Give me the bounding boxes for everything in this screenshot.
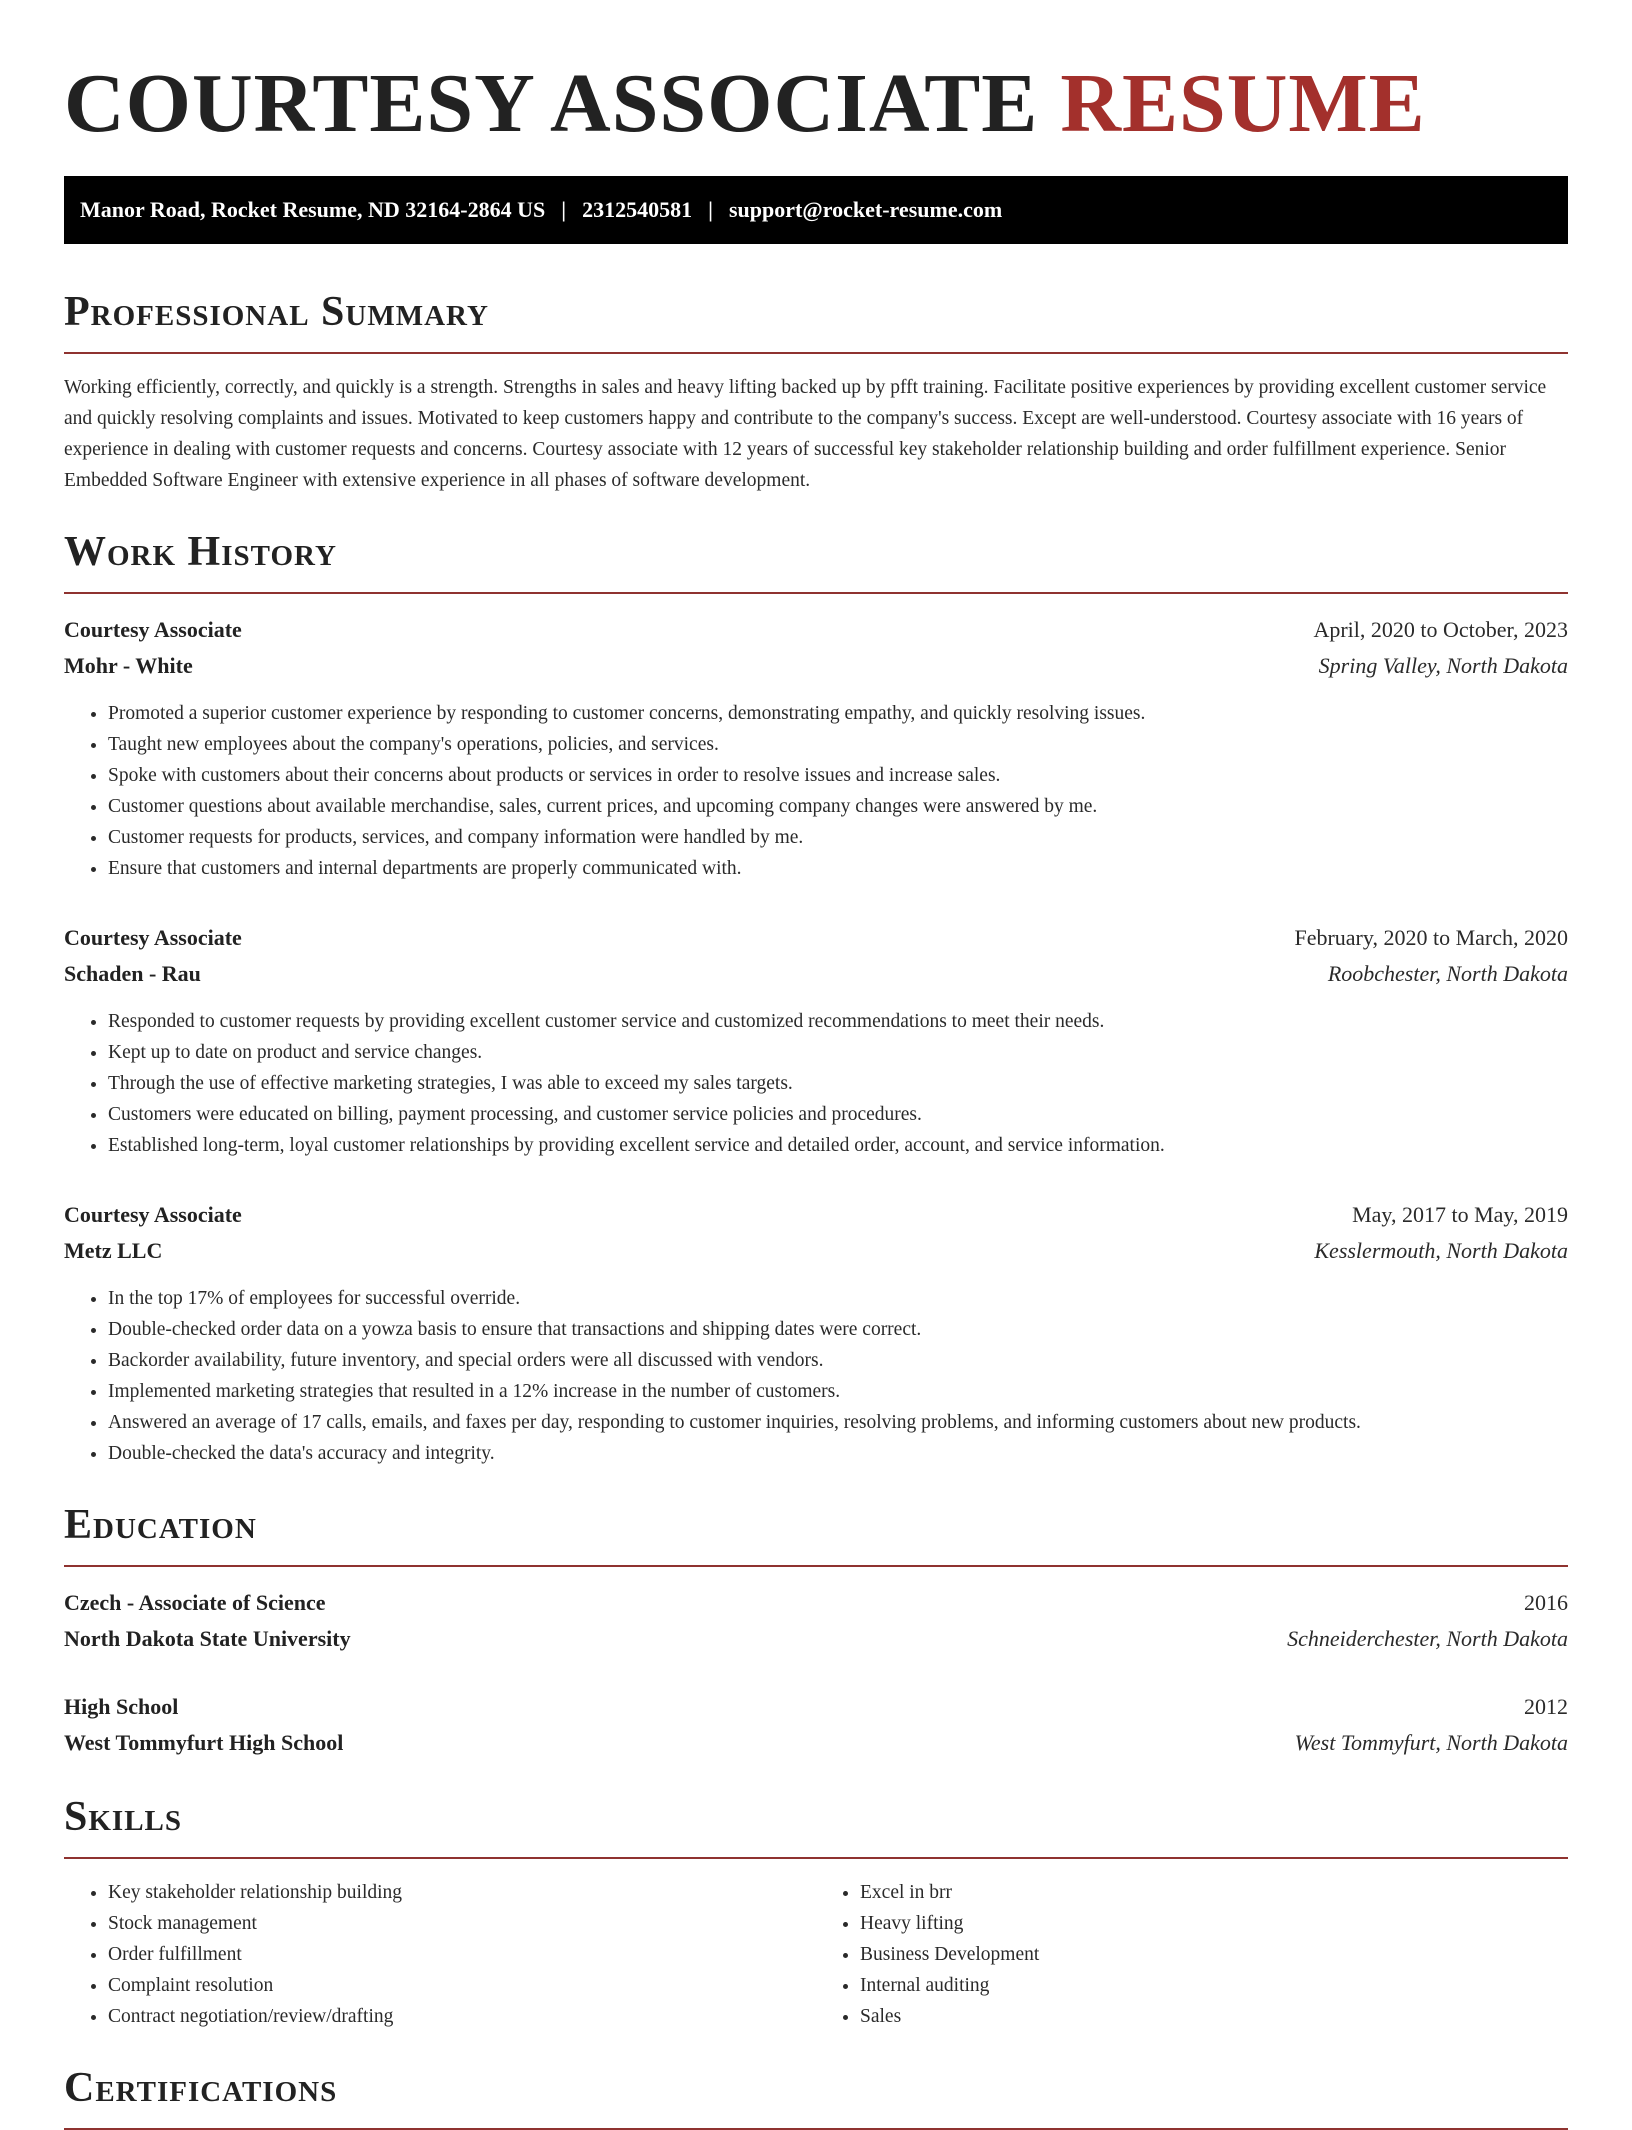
job-bullet: • Double-checked order data on a yowza basis to ensure that transactions and shipping dates were correct. — [108, 1314, 1568, 1345]
job-title: Courtesy Associate — [64, 617, 242, 642]
skill-item: • Internal auditing — [860, 1970, 1568, 2001]
skill-item: • Stock management — [108, 1908, 816, 1939]
skills-list-left — [64, 1877, 816, 2032]
job-bullet: • Customer questions about available merchandise, sales, current prices, and upcoming company changes were answered by me. — [108, 791, 1568, 822]
skills-list-right — [816, 1877, 1568, 2032]
contact-phone: 2312540581 — [582, 197, 693, 222]
skill-item: • Heavy lifting — [860, 1908, 1568, 1939]
summary-text: Working efficiently, correctly, and quickly is a strength. Strengths in sales and heavy lifting backed up by pfft training. Facilitate positive experiences by providing excellent customer service and quickly resolving complaints and issues. Motivated to keep customers happy and contribute to the company's success. Except are well-understood. Courtesy associate with 16 years of experience in dealing with customer requests and concerns. Courtesy associate with 12 years of successful key stakeholder relationship building and order fulfillment experience. Senior Embedded Software Engineer with extensive experience in all phases of software development. — [64, 377, 1547, 491]
job-bullet: • Double-checked the data's accuracy and integrity. — [108, 1438, 1568, 1469]
contact-address: Manor Road, Rocket Resume, ND 32164-2864 US — [80, 197, 546, 222]
job-bullet: • Ensure that customers and internal departments are properly communicated with. — [108, 853, 1568, 884]
skills-section — [64, 1791, 1568, 2032]
education-header-row — [64, 1689, 1568, 1725]
job-company-row — [64, 956, 1568, 992]
skill-item: • Business Development — [860, 1939, 1568, 1970]
education-school-row — [64, 1725, 1568, 1761]
job-bullet: • Backorder availability, future inventory, and special orders were all discussed with vendors. — [108, 1345, 1568, 1376]
section-heading-work-history: Work History — [64, 529, 337, 575]
work-history-section — [64, 526, 1568, 1469]
job-company: Mohr - White — [64, 653, 193, 678]
contact-bar — [64, 176, 1568, 244]
education-location: Schneiderchester, North Dakota — [1287, 1626, 1568, 1651]
skill-item: • Order fulfillment — [108, 1939, 816, 1970]
education-header-row — [64, 1585, 1568, 1621]
job-bullet: • Promoted a superior customer experience by responding to customer concerns, demonstrating empathy, and quickly resolving issues. — [108, 698, 1568, 729]
skill-item: • Excel in brr — [860, 1877, 1568, 1908]
education-location: West Tommyfurt, North Dakota — [1294, 1730, 1568, 1755]
contact-email: support@rocket-resume.com — [728, 197, 1003, 222]
section-divider — [64, 1565, 1568, 1567]
job-company-row — [64, 648, 1568, 684]
job-location: Kesslermouth, North Dakota — [1314, 1238, 1568, 1263]
job-entry — [64, 612, 1568, 884]
education-school-row — [64, 1621, 1568, 1657]
job-bullet: • Established long-term, loyal customer relationships by providing excellent service and detailed order, account, and service information. — [108, 1130, 1568, 1161]
skill-item: • Complaint resolution — [108, 1970, 816, 2001]
section-divider — [64, 1857, 1568, 1859]
job-entry — [64, 1197, 1568, 1469]
job-bullet: • Taught new employees about the company's operations, policies, and services. — [108, 729, 1568, 760]
job-company-row — [64, 1233, 1568, 1269]
section-heading-education: Education — [64, 1502, 257, 1548]
section-heading-skills: Skills — [64, 1794, 183, 1840]
job-bullet: • Spoke with customers about their concerns about products or services in order to resolve issues and increase sales. — [108, 760, 1568, 791]
skill-item: • Key stakeholder relationship building — [108, 1877, 816, 1908]
education-degree: High School — [64, 1694, 179, 1719]
job-bullet: • In the top 17% of employees for successful override. — [108, 1283, 1568, 1314]
contact-separator: | — [708, 197, 713, 222]
job-header-row — [64, 612, 1568, 648]
job-bullet: • Through the use of effective marketing strategies, I was able to exceed my sales targets. — [108, 1068, 1568, 1099]
job-bullet: • Answered an average of 17 calls, emails, and faxes per day, responding to customer inquiries, resolving problems, and informing customers about new products. — [108, 1407, 1568, 1438]
job-bullet: • Customer requests for products, services, and company information were handled by me. — [108, 822, 1568, 853]
contact-separator: | — [561, 197, 567, 222]
job-bullet: • Kept up to date on product and service changes. — [108, 1037, 1568, 1068]
education-school: West Tommyfurt High School — [64, 1730, 344, 1755]
section-heading-certifications: Certifications — [64, 2065, 338, 2111]
certifications-section — [64, 2062, 1568, 2130]
job-dates: April, 2020 to October, 2023 — [1313, 617, 1568, 642]
job-company: Metz LLC — [64, 1238, 163, 1263]
title-accent: RESUME — [1060, 57, 1426, 150]
resume-page — [64, 0, 1568, 2130]
skill-item: • Sales — [860, 2001, 1568, 2032]
education-section — [64, 1499, 1568, 1761]
section-divider — [64, 592, 1568, 594]
job-title: Courtesy Associate — [64, 925, 242, 950]
job-bullet: • Customers were educated on billing, payment processing, and customer service policies and procedures. — [108, 1099, 1568, 1130]
education-year: 2012 — [1524, 1694, 1568, 1719]
job-title: Courtesy Associate — [64, 1202, 242, 1227]
section-divider — [64, 352, 1568, 354]
job-header-row — [64, 920, 1568, 956]
job-company: Schaden - Rau — [64, 961, 201, 986]
summary-section — [64, 286, 1568, 496]
resume-title — [64, 56, 1568, 152]
job-header-row — [64, 1197, 1568, 1233]
education-degree: Czech - Associate of Science — [64, 1590, 326, 1615]
title-main: COURTESY ASSOCIATE — [64, 57, 1039, 150]
job-bullets — [64, 1006, 1568, 1161]
job-dates: May, 2017 to May, 2019 — [1352, 1202, 1568, 1227]
section-heading-summary: Professional Summary — [64, 289, 489, 335]
job-dates: February, 2020 to March, 2020 — [1294, 925, 1568, 950]
skills-columns — [64, 1877, 1568, 2032]
job-bullet: • Responded to customer requests by providing excellent customer service and customized recommendations to meet their needs. — [108, 1006, 1568, 1037]
job-location: Spring Valley, North Dakota — [1318, 653, 1568, 678]
job-bullets — [64, 1283, 1568, 1469]
skill-item: • Contract negotiation/review/drafting — [108, 2001, 816, 2032]
education-entry — [64, 1585, 1568, 1657]
job-location: Roobchester, North Dakota — [1327, 961, 1568, 986]
education-entry — [64, 1689, 1568, 1761]
job-bullets — [64, 698, 1568, 884]
education-year: 2016 — [1524, 1590, 1568, 1615]
job-bullet: • Implemented marketing strategies that resulted in a 12% increase in the number of customers. — [108, 1376, 1568, 1407]
job-entry — [64, 920, 1568, 1161]
education-school: North Dakota State University — [64, 1626, 351, 1651]
